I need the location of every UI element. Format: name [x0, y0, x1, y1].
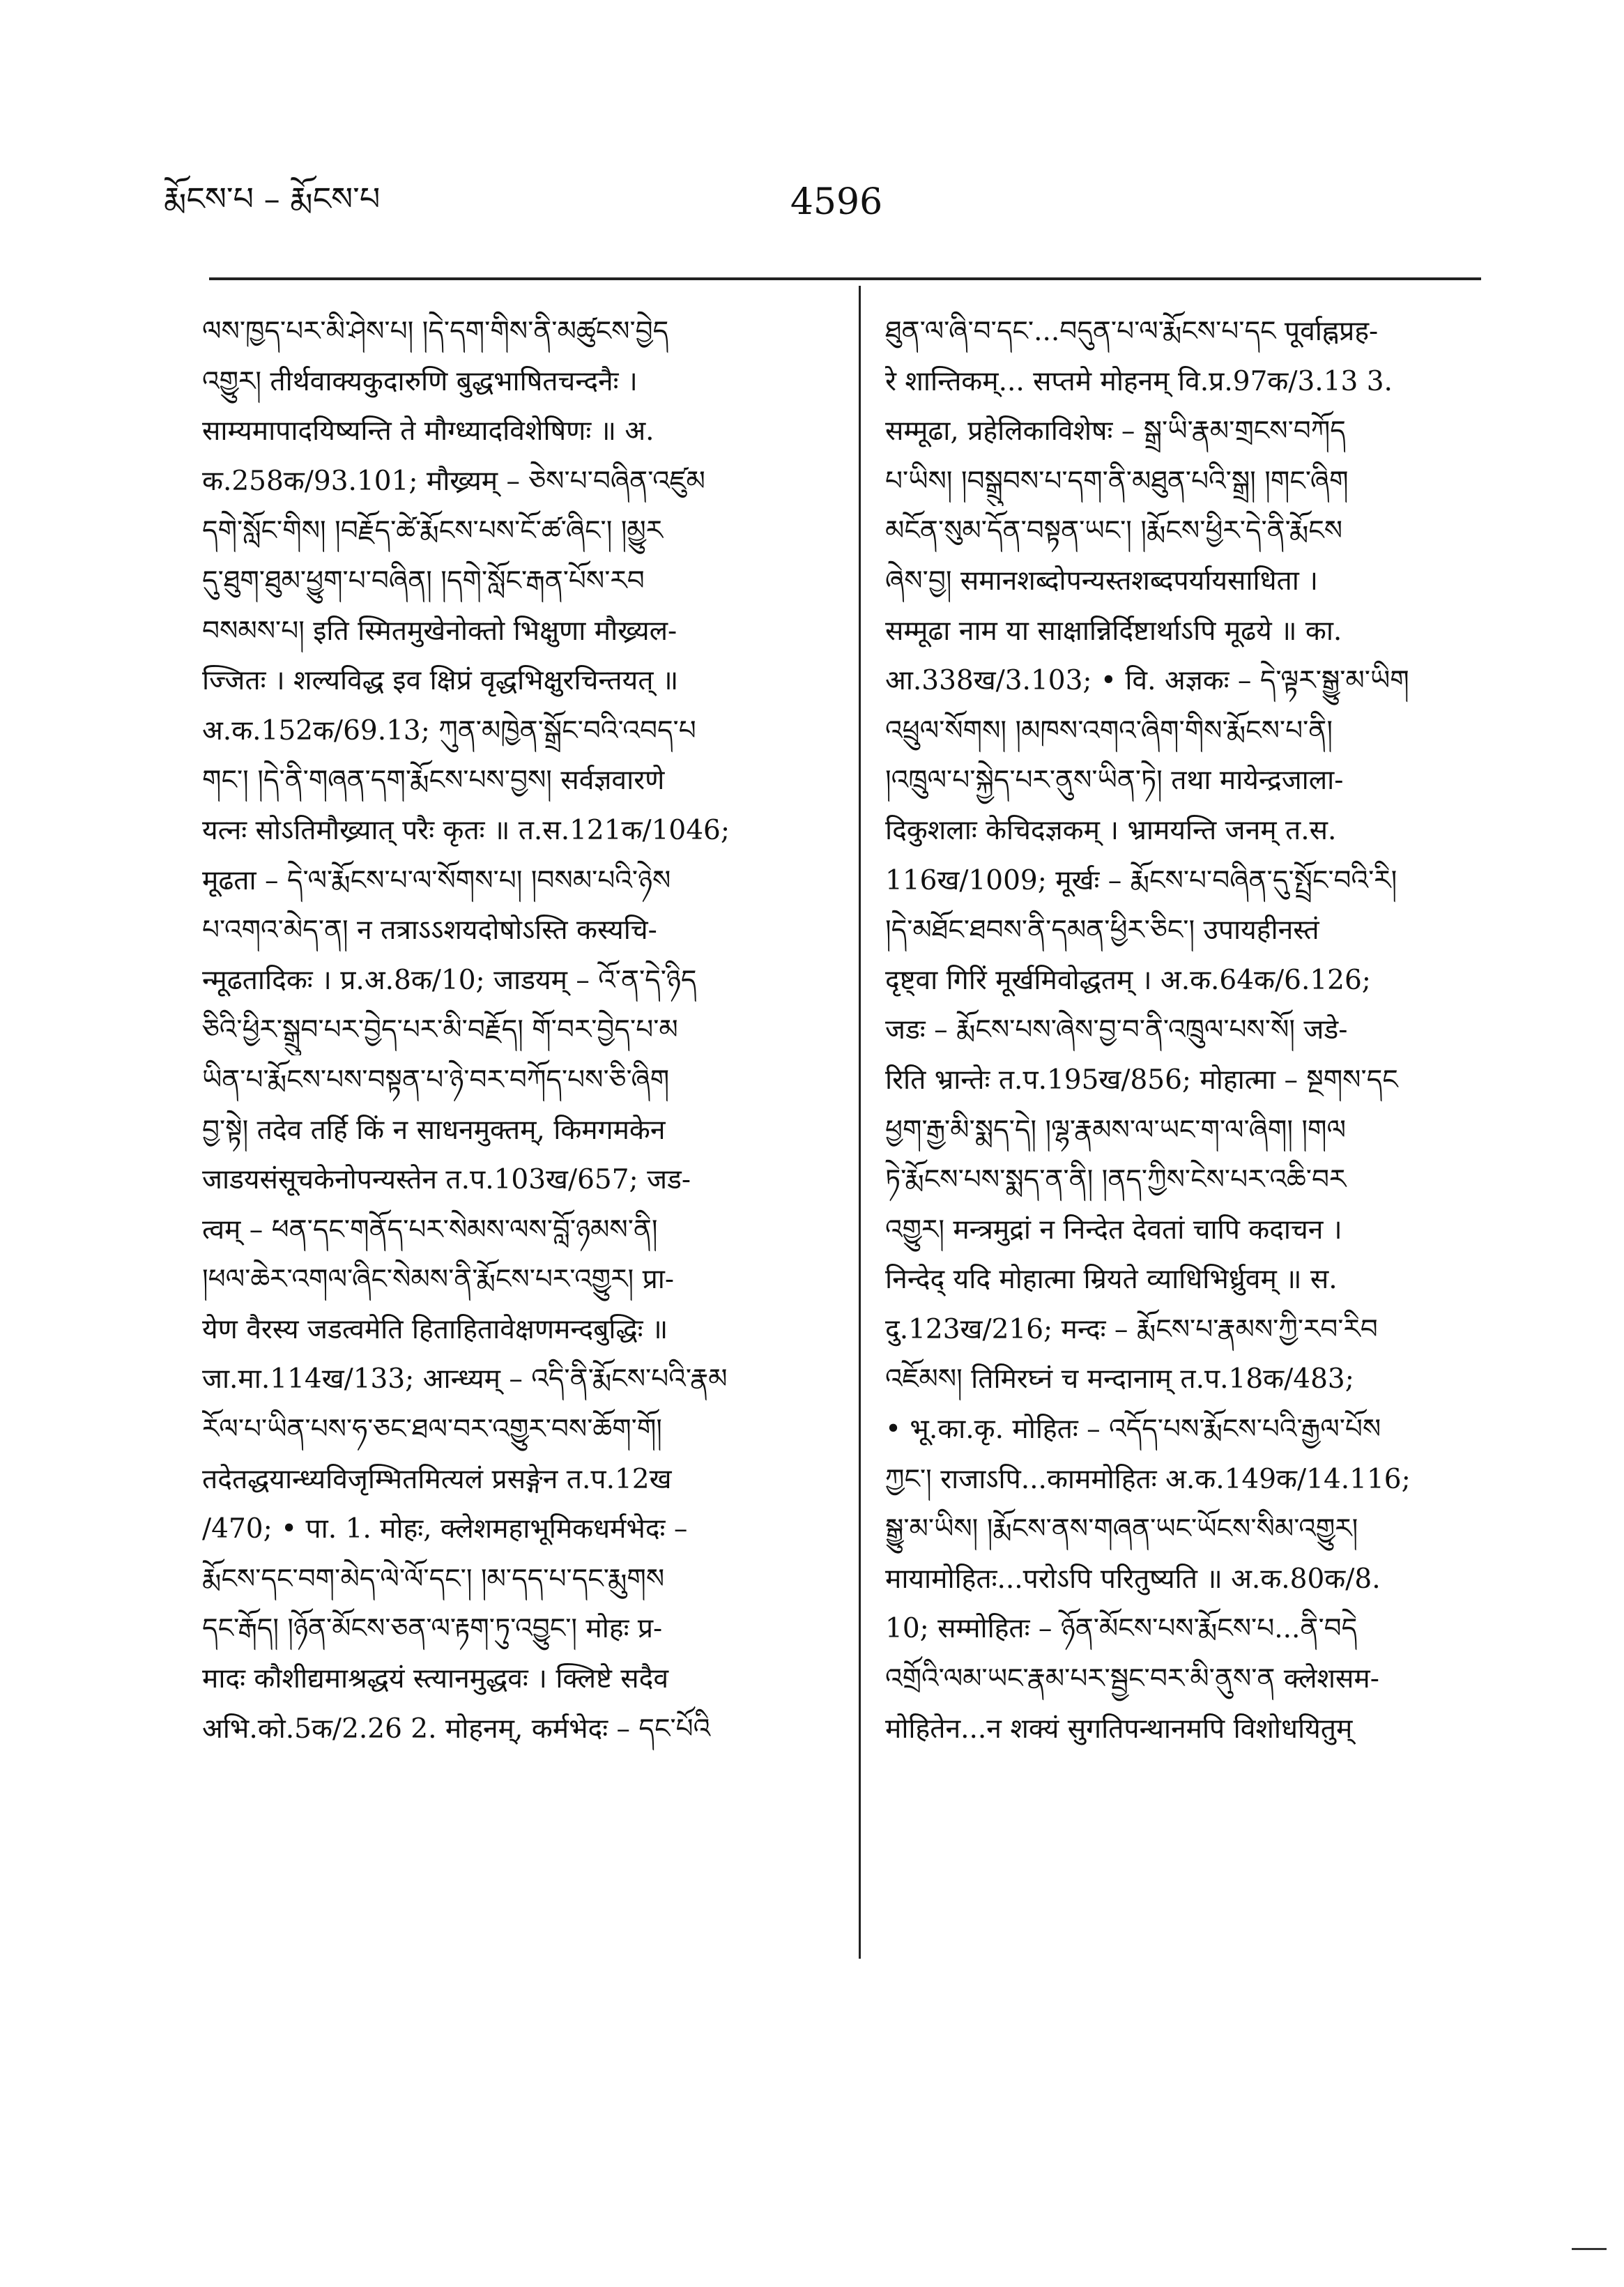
- right-column-line: འགྱུར། मन्त्रमुद्रां न निन्देत देवतां चापि कदाचन ।: [885, 1214, 1342, 1246]
- right-column-line: 116ख/1009; मूर्खः – རྨོངས་པ་བཞིན་དུ་སྤྲོང་བའི་རི།: [885, 864, 1397, 896]
- left-column-line: तदेतद्धयान्ध्यविजृम्भितमित्यलं प्रसङ्गेन त.प.12ख: [202, 1463, 672, 1495]
- left-column-line: मूढता – དེ་ལ་རྨོངས་པ་ལ་སོགས་པ། །བསམ་པའི་ཉེས: [202, 864, 671, 896]
- left-column: [202, 307, 836, 1754]
- right-column-line: མངོན་སུམ་དོན་བསྟན་ཡང་། །རྨོངས་ཕྱིར་དེ་ནི་རྨོངས: [885, 515, 1343, 547]
- header-rule: [209, 277, 1481, 280]
- left-column-line: यत्नः सोऽतिमौख्र्यात् परैः कृतः ॥ त.स.121क/1046;: [202, 814, 730, 846]
- right-column-line: འཕྲུལ་སོགས། །མཁས་འགའ་ཞིག་གིས་རྨོངས་པ་ནི།: [885, 714, 1333, 747]
- left-column-line: པ་འགའ་མེད་ན། न तत्राऽऽशयदोषोऽस्ति कस्यचि-: [202, 915, 657, 947]
- right-column-line: ཏེ་རྨོངས་པས་སྨད་ན་ནི། །ནད་ཀྱིས་ངེས་པར་འཆི་བར: [885, 1164, 1347, 1196]
- left-column-line: मादः कौशीद्यमाश्रद्धयं स्त्यानमुद्धवः । क्लिष्टे सदैव: [202, 1663, 669, 1695]
- right-column-line: ཀྱང་། राजाऽपि...काममोहितः अ.क.149क/14.116;: [885, 1463, 1411, 1495]
- right-column-line: པ་ཡིས། །བསྒྲུབས་པ་དག་ནི་མཐུན་པའི་སྒྲ། །གང་ཞིག: [885, 465, 1349, 497]
- left-column-line: न्मूढतादिकः । प्र.अ.8क/10; जाडयम् – འོ་ན་དེ་ཉིད: [202, 964, 697, 996]
- right-column-line: • भू.का.कृ. मोहितः – འདོད་པས་རྨོངས་པའི་རྒྱལ་པོས: [885, 1414, 1381, 1446]
- column-divider: [859, 286, 861, 1959]
- right-column-line: 10; सम्मोहितः – ཉོན་མོངས་པས་རྨོངས་པ...ནི་བདེ: [885, 1613, 1358, 1645]
- left-column-line: དང་རྒོད། །ཉོན་མོངས་ཅན་ལ་རྟག་ཏུ་འབྱུང་། मोहः प्र-: [202, 1613, 663, 1645]
- left-column-line: जा.मा.114ख/133; आन्ध्यम् – འདི་ནི་རྨོངས་པའི་རྣམ: [202, 1363, 728, 1395]
- corner-mark: [1572, 2248, 1607, 2250]
- left-column-line: /470; • पा. 1. मोहः, क्लेशमहाभूमिकधर्मभेदः –: [202, 1513, 688, 1545]
- right-column-line: ཞེས་བྱ། समानशब्दोपन्यस्तशब्दपर्यायसाधिता ।: [885, 565, 1319, 597]
- page-number: 4596: [790, 181, 883, 223]
- left-column-line: དགེ་སློང་གིས། །བརྗོད་ཚེ་རྨོངས་པས་ངོ་ཚ་ཞིང་། །མྱུར: [202, 515, 664, 547]
- left-column-line: གང་། །དེ་ནི་གཞན་དག་རྨོངས་པས་བྱས། सर्वज्ञवारणे: [202, 765, 665, 797]
- right-column-line: दु.123ख/216; मन्दः – རྨོངས་པ་རྣམས་ཀྱི་རབ་རིབ: [885, 1313, 1378, 1345]
- left-column-line: अभि.को.5क/2.26 2. मोहनम्, कर्मभेदः – དང་པོའི: [202, 1713, 711, 1745]
- right-column-line: मोहितेन...न शक्यं सुगतिपन्थानमपि विशोधयितुम्: [885, 1713, 1353, 1745]
- right-column-line: ཐུན་ལ་ཞི་བ་དང་...བདུན་པ་ལ་རྨོངས་པ་དང पूर्वाह्नप्रह-: [885, 316, 1379, 347]
- right-column-line: रिति भ्रान्तेः त.प.195ख/856; मोहात्मा – སྔགས་དང: [885, 1064, 1398, 1096]
- left-column-line: येण वैरस्य जडत्वमेति हिताहितावेक्षणमन्दबुद्धिः ॥: [202, 1313, 668, 1345]
- left-column-line: ཅིའི་ཕྱིར་སྒྲུབ་པར་བྱེད་པར་མི་བརྗོད། གོ་བར་བྱེད་པ་མ: [202, 1014, 678, 1046]
- right-column-line: ཕྱག་རྒྱ་མི་སྨད་དེ། །ལྷ་རྣམས་ལ་ཡང་ག་ལ་ཞིག། །གལ: [885, 1114, 1347, 1146]
- left-column-line: जाडयसंसूचकेनोपन्यस्तेन त.प.103ख/657; जड-: [202, 1164, 691, 1196]
- right-column-line: །འཁྲུལ་པ་སྐྱེད་པར་ནུས་ཡིན་ཏེ། तथा मायेन्द्रजाला-: [885, 765, 1344, 797]
- right-column-line: दिकुशलाः केचिदज्ञकम् । भ्रामयन्ति जनम् त.स.: [885, 814, 1337, 846]
- right-column-line: निन्देद् यदि मोहात्मा म्रियते व्याधिभिर्ध्रुवम् ॥ स.: [885, 1264, 1338, 1296]
- left-column-line: ཡིན་པ་རྨོངས་པས་བསྟན་པ་ཉེ་བར་བཀོད་པས་ཅི་ཞིག: [202, 1064, 670, 1096]
- left-column-line: རྨོངས་དང་བག་མེད་ལེ་ལོ་དང་། །མ་དད་པ་དང་རྨུགས: [202, 1563, 665, 1595]
- right-column-line: །དེ་མཐོང་ཐབས་ནི་དམན་ཕྱིར་ཅིང་། उपायहीनस्तं: [885, 915, 1319, 947]
- left-column-line: साम्यमापादयिष्यन्ति ते मौग्ध्यादविशेषिणः ॥ अ.: [202, 415, 654, 448]
- right-column-line: सम्मूढा नाम या साक्षान्निर्दिष्टार्थाऽपि मूढये ॥ का.: [885, 615, 1342, 647]
- left-column-line: རོལ་པ་ཡིན་པས་ཧ་ཅང་ཐལ་བར་འགྱུར་བས་ཆོག་གོ།: [202, 1414, 662, 1446]
- left-column-line: ལས་ཁྱད་པར་མི་ཤེས་པ། །དེ་དག་གིས་ནི་མཚུངས་བྱེད: [202, 316, 669, 347]
- right-column-line: जडः – རྨོངས་པས་ཞེས་བྱ་བ་ནི་འཁྲུལ་པས་སོ། जडे-: [885, 1014, 1348, 1046]
- right-column-line: मायामोहितः...परोऽपि परितुष्यति ॥ अ.क.80क/8.: [885, 1563, 1381, 1595]
- right-column-line: སྒྱུ་མ་ཡིས། །རྨོངས་ནས་གཞན་ཡང་ཡོངས་སིམ་འགྱུར།: [885, 1513, 1358, 1545]
- left-column-line: བསམས་པ། इति स्मितमुखेनोक्तो भिक्षुणा मौख्र्यल-: [202, 615, 677, 647]
- right-column-line: दृष्ट्वा गिरिं मूर्खमिवोद्धतम् । अ.क.64क/6.126;: [885, 964, 1371, 996]
- left-column-line: དུ་ཐུག་ཐུམ་ཕྱུག་པ་བཞིན། །དགེ་སློང་རྒན་པོས་རབ: [202, 565, 645, 597]
- left-column-line: བྱ་སྟེ། तदेव तर्हि किं न साधनमुक्तम्, किमगमकेन: [202, 1114, 666, 1146]
- right-column-line: रे शान्तिकम्... सप्तमे मोहनम् वि.प्र.97क/3.13 3.: [885, 365, 1393, 397]
- right-column-line: འཇོམས། तिमिरघ्नं च मन्दानाम् त.प.18क/483;: [885, 1363, 1354, 1395]
- right-column-line: आ.338ख/3.103; • वि. अज्ञकः – དེ་ལྟར་སྒྱུ་མ་ཡིག: [885, 665, 1409, 697]
- left-column-line: འགྱུར། तीर्थवाक्यकुदारुणि बुद्धभाषितचन्दनैः ।: [202, 365, 638, 397]
- left-column-line: अ.क.152क/69.13; ཀུན་མཁྱེན་སྒྲོང་བའི་འབད་པ: [202, 714, 696, 747]
- running-header: རྨོངས་པ – རྨོངས་པ: [164, 180, 381, 217]
- left-column-line: त्वम् – ཕན་དང་གནོད་པར་སེམས་ལས་བློ་ཉམས་ནི།: [202, 1214, 658, 1246]
- right-column: [885, 307, 1499, 1754]
- right-column-line: सम्मूढा, प्रहेलिकाविशेषः – སྒྲ་ཡི་རྣམ་གྲངས་བཀོད: [885, 415, 1346, 448]
- right-column-line: འགྲོའི་ལམ་ཡང་རྣམ་པར་སྦྱང་བར་མི་ནུས་ན क्लेशसम-: [885, 1663, 1379, 1695]
- left-column-line: །ཕལ་ཆེར་འགལ་ཞིང་སེམས་ནི་རྨོངས་པར་འགྱུར། प्रा-: [202, 1264, 675, 1296]
- left-column-line: क.258क/93.101; मौख्र्यम् – ཅེས་པ་བཞིན་འཛུམ: [202, 465, 705, 497]
- left-column-line: ज्जितः । शल्यविद्ध इव क्षिप्रं वृद्धभिक्षुरचिन्तयत् ॥: [202, 665, 679, 697]
